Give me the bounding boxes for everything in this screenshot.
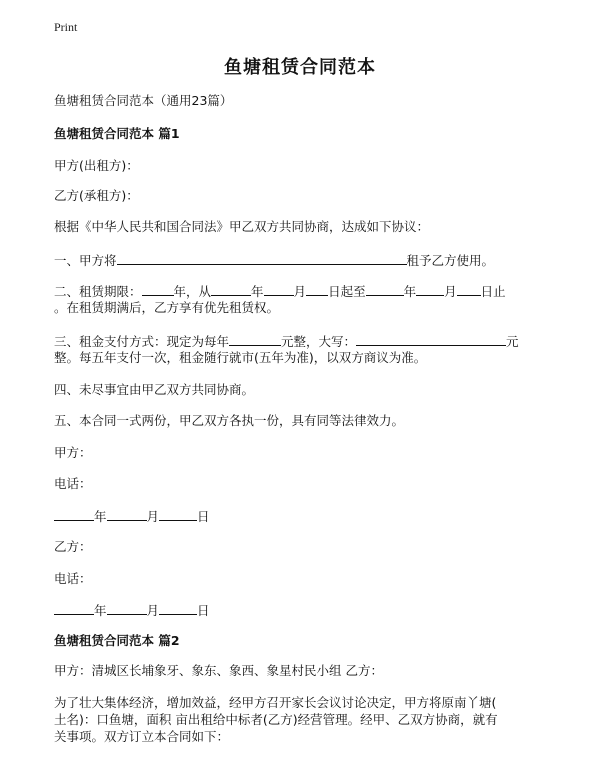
- blank: [264, 281, 294, 296]
- clause-1-blank: [117, 250, 407, 265]
- clause-3-label: 三、租金支付方式：现定为每年: [54, 334, 230, 349]
- preamble-text: 根据《中华人民共和国合同法》甲乙双方共同协商，达成如下协议：: [54, 219, 430, 234]
- clause-2-text: 年，从: [173, 284, 212, 299]
- signature-a-label: 甲方：: [54, 445, 92, 460]
- blank: [416, 281, 444, 296]
- clause-2-text: 年: [403, 284, 417, 299]
- clause-1: [54, 250, 558, 271]
- blank: [211, 281, 251, 296]
- signature-b-label: 乙方：: [54, 539, 92, 554]
- section2-heading: 鱼塘租赁合同范本 篇2: [54, 633, 180, 648]
- section2-parties: 甲方：清城区长埔象牙、象东、象西、象星村民小组 乙方：: [54, 663, 383, 678]
- date-year: 年: [94, 509, 107, 524]
- blank: [54, 600, 94, 615]
- clause-2-text: 日起至: [328, 284, 366, 299]
- clause-5: 五、本合同一式两份，甲乙双方各执一份，具有同等法律效力。: [54, 413, 405, 428]
- clause-2-label: 二、租赁期限：: [54, 284, 142, 299]
- date-month: 月: [146, 509, 160, 524]
- clause-1-suffix: 租予乙方使用。: [406, 253, 495, 268]
- blank: [142, 281, 174, 296]
- clause-2-text: 月: [444, 284, 457, 299]
- party-a-label: 甲方(出租方)：: [54, 158, 139, 173]
- blank: [306, 281, 328, 296]
- document-subtitle: 鱼塘租赁合同范本（通用23篇）: [54, 93, 233, 108]
- section2-paragraph-line-3: 关事项。双方订立本合同如下：: [54, 729, 230, 744]
- blank: [356, 331, 506, 346]
- date-line-b: [54, 600, 558, 621]
- clause-2-text: 年: [251, 284, 264, 299]
- clause-1-prefix: 一、甲方将: [54, 253, 117, 268]
- clause-3-text: 元: [506, 334, 519, 349]
- phone-a-label: 电话：: [54, 476, 92, 491]
- clause-2-text: 月: [293, 284, 307, 299]
- phone-b-label: 电话：: [54, 571, 92, 586]
- blank: [457, 281, 481, 296]
- blank: [229, 331, 281, 346]
- clause-3-text: 元整，大写：: [281, 334, 357, 349]
- date-month: 月: [146, 603, 160, 618]
- clause-2-text: 日止: [480, 284, 506, 299]
- section2-paragraph-line-2: 土名)：口鱼塘，面积 亩出租给中标者(乙方)经营管理。经甲、乙双方协商，就有: [54, 712, 498, 727]
- section2-paragraph-line-1: 为了壮大集体经济，增加效益，经甲方召开家长会议讨论决定，甲方将原南丫塘(: [54, 695, 497, 710]
- blank: [366, 281, 404, 296]
- print-link[interactable]: Print: [54, 20, 78, 34]
- clause-2-line-2: 。在租赁期满后，乙方享有优先租赁权。: [54, 300, 280, 315]
- clause-3-line-2: 整。每五年支付一次，租金随行就市(五年为准)，以双方商议为准。: [54, 350, 427, 365]
- date-line-a: [54, 506, 558, 527]
- blank: [54, 506, 94, 521]
- document-title: 鱼塘租赁合同范本: [224, 57, 376, 78]
- blank: [159, 600, 197, 615]
- section1-heading: 鱼塘租赁合同范本 篇1: [54, 126, 180, 141]
- blank: [107, 600, 147, 615]
- blank: [159, 506, 197, 521]
- clause-4: 四、未尽事宜由甲乙双方共同协商。: [54, 382, 255, 397]
- date-year: 年: [94, 603, 107, 618]
- date-day: 日: [197, 509, 210, 524]
- date-day: 日: [197, 603, 210, 618]
- blank: [107, 506, 147, 521]
- party-b-label: 乙方(承租方)：: [54, 188, 139, 203]
